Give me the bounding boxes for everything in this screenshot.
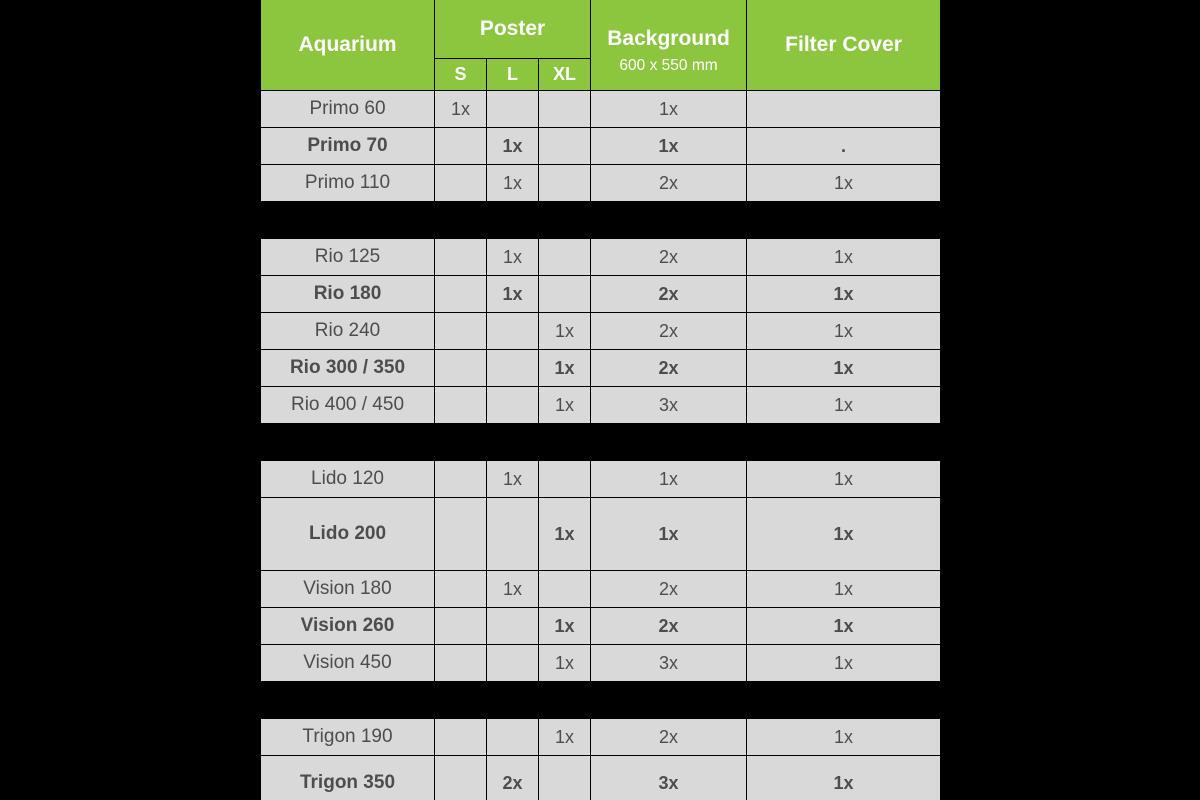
table-row [261, 645, 941, 682]
cell-poster-xl: 1x [539, 645, 591, 682]
cell-background [591, 424, 747, 461]
header-filter-cover: Filter Cover [747, 0, 941, 91]
cell-poster-xl: 1x [539, 387, 591, 424]
table-row [261, 350, 941, 387]
cell-aquarium-name: Lido 120 [261, 461, 435, 498]
table-row [261, 756, 941, 800]
cell-filter-cover: 1x [747, 350, 941, 387]
cell-poster-xl: 1x [539, 608, 591, 645]
cell-filter-cover [747, 91, 941, 128]
header-poster-s: S [435, 59, 487, 91]
compatibility-table [260, 0, 941, 800]
cell-poster-xl [539, 424, 591, 461]
cell-filter-cover: 1x [747, 756, 941, 800]
cell-poster-l: 1x [487, 128, 539, 165]
cell-aquarium-name: Lido 200 [261, 498, 435, 571]
cell-background: 3x [591, 756, 747, 800]
cell-poster-xl [539, 202, 591, 239]
header-poster: Poster [435, 0, 591, 59]
cell-poster-s [435, 719, 487, 756]
cell-aquarium-name: Primo 110 [261, 165, 435, 202]
cell-aquarium-name [261, 202, 435, 239]
cell-poster-xl [539, 239, 591, 276]
cell-poster-l [487, 202, 539, 239]
cell-aquarium-name: Rio 240 [261, 313, 435, 350]
table-header [261, 0, 941, 91]
cell-poster-xl [539, 682, 591, 719]
cell-poster-xl [539, 165, 591, 202]
cell-poster-s [435, 498, 487, 571]
cell-aquarium-name: Vision 450 [261, 645, 435, 682]
cell-filter-cover: 1x [747, 461, 941, 498]
cell-poster-s [435, 571, 487, 608]
table-body [261, 91, 941, 800]
cell-aquarium-name: Rio 400 / 450 [261, 387, 435, 424]
cell-background: 1x [591, 128, 747, 165]
table-row [261, 91, 941, 128]
cell-poster-l [487, 498, 539, 571]
cell-poster-xl [539, 276, 591, 313]
cell-filter-cover [747, 682, 941, 719]
cell-filter-cover: 1x [747, 239, 941, 276]
table-row [261, 461, 941, 498]
cell-background [591, 202, 747, 239]
cell-poster-s [435, 276, 487, 313]
cell-background [591, 682, 747, 719]
cell-aquarium-name: Trigon 190 [261, 719, 435, 756]
cell-background: 1x [591, 498, 747, 571]
cell-background: 2x [591, 350, 747, 387]
cell-aquarium-name: Vision 260 [261, 608, 435, 645]
table-row [261, 498, 941, 571]
cell-poster-s [435, 424, 487, 461]
compatibility-table-wrapper [260, 0, 940, 800]
table-row [261, 165, 941, 202]
cell-poster-xl [539, 571, 591, 608]
cell-poster-s [435, 128, 487, 165]
cell-background: 2x [591, 239, 747, 276]
cell-filter-cover: 1x [747, 608, 941, 645]
cell-aquarium-name: Rio 300 / 350 [261, 350, 435, 387]
cell-poster-s [435, 682, 487, 719]
header-background-subtitle: 600 x 550 mm [619, 57, 718, 74]
cell-poster-l [487, 350, 539, 387]
cell-poster-l [487, 91, 539, 128]
cell-aquarium-name: Rio 125 [261, 239, 435, 276]
cell-background: 2x [591, 313, 747, 350]
table-row [261, 719, 941, 756]
cell-poster-l [487, 645, 539, 682]
cell-aquarium-name: Primo 70 [261, 128, 435, 165]
cell-aquarium-name [261, 682, 435, 719]
cell-poster-l [487, 424, 539, 461]
cell-poster-s [435, 202, 487, 239]
cell-poster-xl: 1x [539, 719, 591, 756]
cell-poster-l: 1x [487, 461, 539, 498]
table-row [261, 424, 941, 461]
cell-filter-cover: 1x [747, 165, 941, 202]
cell-aquarium-name: Rio 180 [261, 276, 435, 313]
cell-background: 3x [591, 387, 747, 424]
cell-aquarium-name [261, 424, 435, 461]
table-header-row-1 [261, 0, 941, 59]
cell-poster-xl [539, 756, 591, 800]
cell-filter-cover [747, 424, 941, 461]
cell-background: 2x [591, 276, 747, 313]
table-row [261, 682, 941, 719]
cell-poster-l: 2x [487, 756, 539, 800]
cell-poster-l: 1x [487, 239, 539, 276]
cell-poster-l [487, 313, 539, 350]
cell-filter-cover: 1x [747, 719, 941, 756]
cell-poster-s [435, 239, 487, 276]
cell-filter-cover: 1x [747, 571, 941, 608]
cell-filter-cover: . [747, 128, 941, 165]
cell-poster-l [487, 387, 539, 424]
header-background [591, 0, 747, 91]
cell-background: 1x [591, 461, 747, 498]
cell-poster-l [487, 608, 539, 645]
cell-aquarium-name: Vision 180 [261, 571, 435, 608]
cell-filter-cover: 1x [747, 645, 941, 682]
cell-poster-l [487, 719, 539, 756]
table-row [261, 239, 941, 276]
cell-poster-s [435, 387, 487, 424]
cell-poster-xl: 1x [539, 350, 591, 387]
cell-background: 2x [591, 608, 747, 645]
cell-poster-xl [539, 91, 591, 128]
cell-poster-s [435, 313, 487, 350]
header-poster-xl: XL [539, 59, 591, 91]
cell-filter-cover: 1x [747, 276, 941, 313]
cell-background: 2x [591, 719, 747, 756]
cell-filter-cover: 1x [747, 387, 941, 424]
cell-poster-s: 1x [435, 91, 487, 128]
cell-poster-s [435, 645, 487, 682]
cell-poster-l: 1x [487, 165, 539, 202]
table-row [261, 202, 941, 239]
cell-poster-l: 1x [487, 571, 539, 608]
cell-poster-xl [539, 128, 591, 165]
table-row [261, 128, 941, 165]
cell-poster-xl: 1x [539, 313, 591, 350]
cell-poster-s [435, 165, 487, 202]
cell-filter-cover: 1x [747, 498, 941, 571]
cell-filter-cover [747, 202, 941, 239]
cell-poster-s [435, 756, 487, 800]
cell-aquarium-name: Primo 60 [261, 91, 435, 128]
cell-poster-s [435, 461, 487, 498]
table-row [261, 313, 941, 350]
cell-poster-xl: 1x [539, 498, 591, 571]
header-background-title: Background [607, 27, 730, 50]
table-row [261, 387, 941, 424]
cell-background: 2x [591, 571, 747, 608]
cell-poster-l [487, 682, 539, 719]
table-row [261, 608, 941, 645]
cell-background: 3x [591, 645, 747, 682]
cell-background: 1x [591, 91, 747, 128]
table-row [261, 276, 941, 313]
cell-filter-cover: 1x [747, 313, 941, 350]
cell-background: 2x [591, 165, 747, 202]
header-aquarium: Aquarium [261, 0, 435, 91]
cell-poster-s [435, 608, 487, 645]
cell-poster-xl [539, 461, 591, 498]
cell-aquarium-name: Trigon 350 [261, 756, 435, 800]
cell-poster-s [435, 350, 487, 387]
table-row [261, 571, 941, 608]
cell-poster-l: 1x [487, 276, 539, 313]
header-poster-l: L [487, 59, 539, 91]
